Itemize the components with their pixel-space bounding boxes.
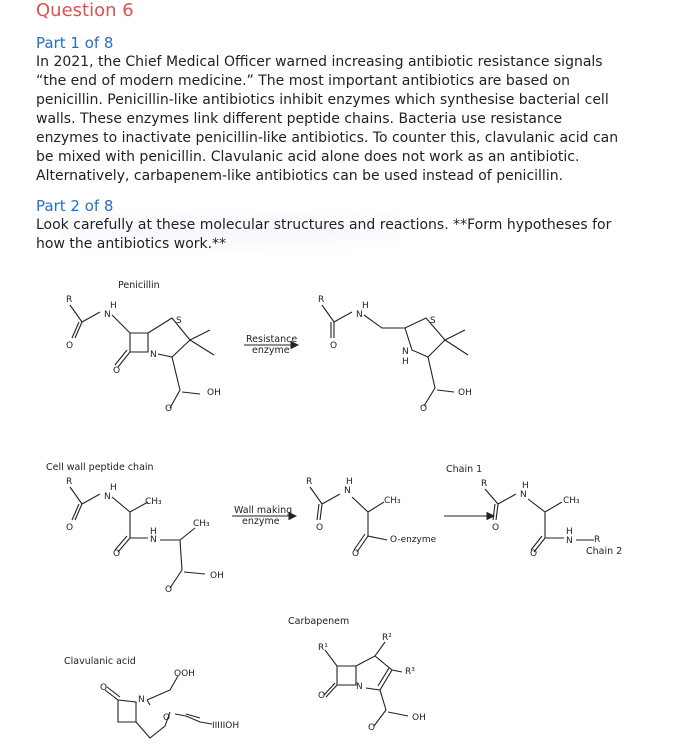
h-atom: H <box>346 477 353 487</box>
r2-atom: R² <box>382 633 392 643</box>
o-atom: O <box>368 723 376 733</box>
r-atom: R <box>318 295 325 305</box>
ch3-atom: CH₃ <box>193 519 210 529</box>
opened-penicillin-structure <box>318 295 472 414</box>
o-atom: O <box>113 366 121 376</box>
h-atom: H <box>362 301 369 311</box>
n-atom: N <box>150 350 157 360</box>
chain1-label: Chain 1 <box>446 464 483 475</box>
part1-line: Alternatively, carbapenem-like antibiotics can be used instead of penicillin. <box>36 168 564 184</box>
carbapenem-label: Carbapenem <box>288 616 350 627</box>
part2-paragraph <box>36 216 636 254</box>
ch3-atom: CH₃ <box>145 497 162 507</box>
wall-arrow-label: enzyme <box>242 516 280 527</box>
h-atom: H <box>110 483 117 493</box>
penicillin-structure <box>66 280 221 414</box>
r-atom: R <box>306 477 313 487</box>
h-atom: H <box>522 481 529 491</box>
r-atom: R <box>66 295 73 305</box>
o-atom: O <box>66 523 74 533</box>
o-atom: O <box>492 523 500 533</box>
o-atom: O <box>165 404 173 414</box>
part2-heading: Part 2 of 8 <box>36 197 114 215</box>
linked-chains-structure <box>481 479 622 559</box>
h-atom: H <box>402 357 409 367</box>
part2-line: Look carefully at these molecular structures and reactions. **Form hypotheses for <box>36 217 612 233</box>
s-atom: S <box>430 316 436 326</box>
resistance-arrow-label: Resistance <box>246 334 298 345</box>
oh-atom: OH <box>210 571 224 581</box>
cell-wall-peptide-structure <box>46 462 224 595</box>
part1-line: In 2021, the Chief Medical Officer warned increasing antibiotic resistance signals <box>36 54 603 70</box>
r-atom: R <box>66 477 73 487</box>
n-atom: N <box>150 535 157 545</box>
molecular-diagram <box>0 262 692 752</box>
wall-arrow-label: Wall making <box>234 505 293 516</box>
resistance-arrow-label: enzyme <box>252 345 290 356</box>
part1-line: penicillin. Penicillin-like antibiotics inhibit enzymes which synthesise bacterial cell <box>36 92 609 108</box>
r3-atom: R³ <box>405 667 415 677</box>
n-atom: N <box>104 492 111 502</box>
o-atom: O <box>113 549 121 559</box>
part1-line: enzymes to inactivate penicillin-like antibiotics. To counter this, clavulanic acid can <box>36 130 619 146</box>
n-atom: N <box>356 310 363 320</box>
part2-line: how the antibiotics work.** <box>36 236 227 252</box>
question-title: Question 6 <box>36 0 134 21</box>
oh-atom: OH <box>412 713 426 723</box>
r-atom: R <box>481 479 488 489</box>
n-atom: N <box>356 682 363 692</box>
oh-atom: OH <box>458 388 472 398</box>
ooh-atom: OOH <box>174 669 195 679</box>
enzyme-intermediate-structure <box>306 477 437 559</box>
o-atom: O <box>316 523 324 533</box>
o-atom: O <box>100 683 108 693</box>
o-atom: O <box>318 691 326 701</box>
part1-line: be mixed with penicillin. Clavulanic acid alone does not work as an antibiotic. <box>36 149 580 165</box>
wall-making-arrow <box>232 505 296 527</box>
o-atom: O <box>66 341 74 351</box>
o-atom: O <box>352 549 360 559</box>
r1-atom: R¹ <box>318 643 328 653</box>
h-atom: H <box>110 301 117 311</box>
n-atom: N <box>344 486 351 496</box>
n-atom: N <box>138 695 145 705</box>
part1-line: “the end of modern medicine.” The most important antibiotics are based on <box>36 73 571 89</box>
ohioh-atom: IIIIIOH <box>212 721 240 731</box>
resistance-arrow <box>244 334 298 356</box>
clavulanic-acid-structure <box>64 656 239 738</box>
o-atom: O <box>420 404 428 414</box>
clavulanic-label: Clavulanic acid <box>64 656 136 667</box>
n-atom: N <box>566 536 573 546</box>
cell-wall-label: Cell wall peptide chain <box>46 462 154 473</box>
n-atom: N <box>520 490 527 500</box>
ch3-atom: CH₃ <box>384 496 401 506</box>
o-atom: O <box>163 713 171 723</box>
o-atom: O <box>330 341 338 351</box>
penicillin-label: Penicillin <box>118 280 160 291</box>
part1-paragraph <box>36 53 636 186</box>
n-atom: N <box>402 347 409 357</box>
o-enzyme-label: O-enzyme <box>390 535 437 545</box>
n-atom: N <box>104 310 111 320</box>
r-atom: R <box>594 535 601 545</box>
o-atom: O <box>530 549 538 559</box>
h-atom: H <box>150 527 157 537</box>
chain2-label: Chain 2 <box>586 546 623 557</box>
ch3-atom: CH₃ <box>563 496 580 506</box>
part1-line: walls. These enzymes link different peptide chains. Bacteria use resistance <box>36 111 563 127</box>
h-atom: H <box>566 527 573 537</box>
o-atom: O <box>165 585 173 595</box>
s-atom: S <box>176 316 182 326</box>
carbapenem-structure <box>288 616 426 733</box>
part1-heading: Part 1 of 8 <box>36 34 114 52</box>
oh-atom: OH <box>207 388 221 398</box>
